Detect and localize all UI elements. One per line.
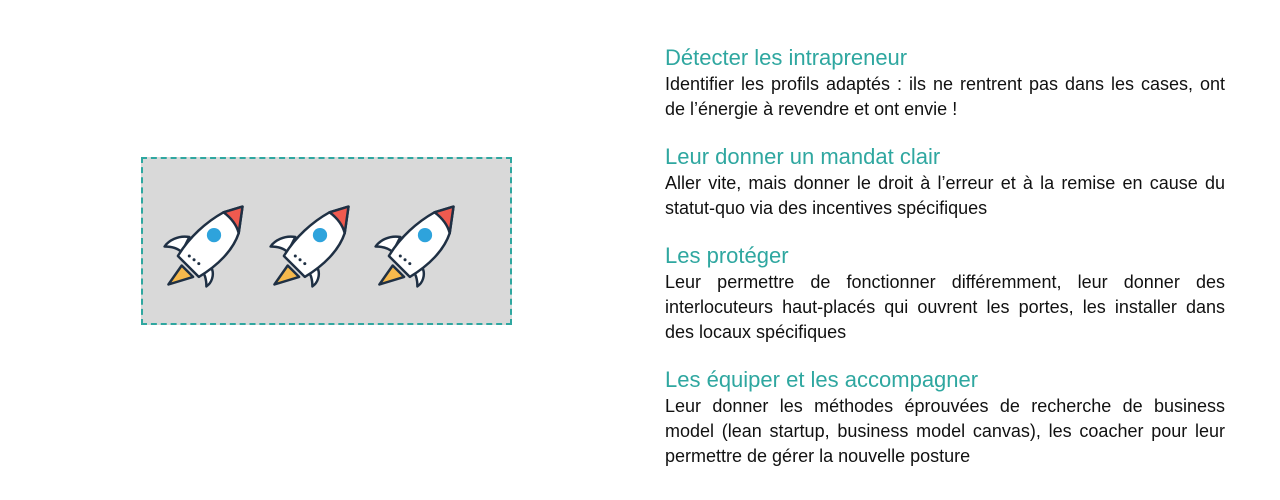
section-title: Les équiper et les accompagner [665,367,979,392]
section-protect [665,242,1225,345]
section-title: Leur donner un mandat clair [665,144,941,169]
section-mandate [665,143,1225,221]
rockets-image-frame[interactable] [141,157,512,325]
section-body: Leur permettre de fonctionner différemment, leur donner des interlocuteurs haut-placés qui ouvrent les portes, les installer dans des locaux spécifiques [665,272,1225,342]
section-detect [665,44,1225,122]
section-title: Les protéger [665,243,789,268]
section-title: Détecter les intrapreneur [665,45,908,70]
rocket-icon [368,199,463,294]
rocket-icon [157,199,252,294]
section-equip [665,366,1225,469]
text-column [665,44,1225,490]
section-body: Identifier les profils adaptés : ils ne rentrent pas dans les cases, ont de l’énergie à revendre et ont envie ! [665,74,1225,119]
section-body: Leur donner les méthodes éprouvées de recherche de business model (lean startup, business model canvas), les coacher pour leur permettre de gérer la nouvelle posture [665,396,1225,466]
section-body: Aller vite, mais donner le droit à l’erreur et à la remise en cause du statut-quo via des incentives spécifiques [665,173,1225,218]
rocket-icon [263,199,358,294]
